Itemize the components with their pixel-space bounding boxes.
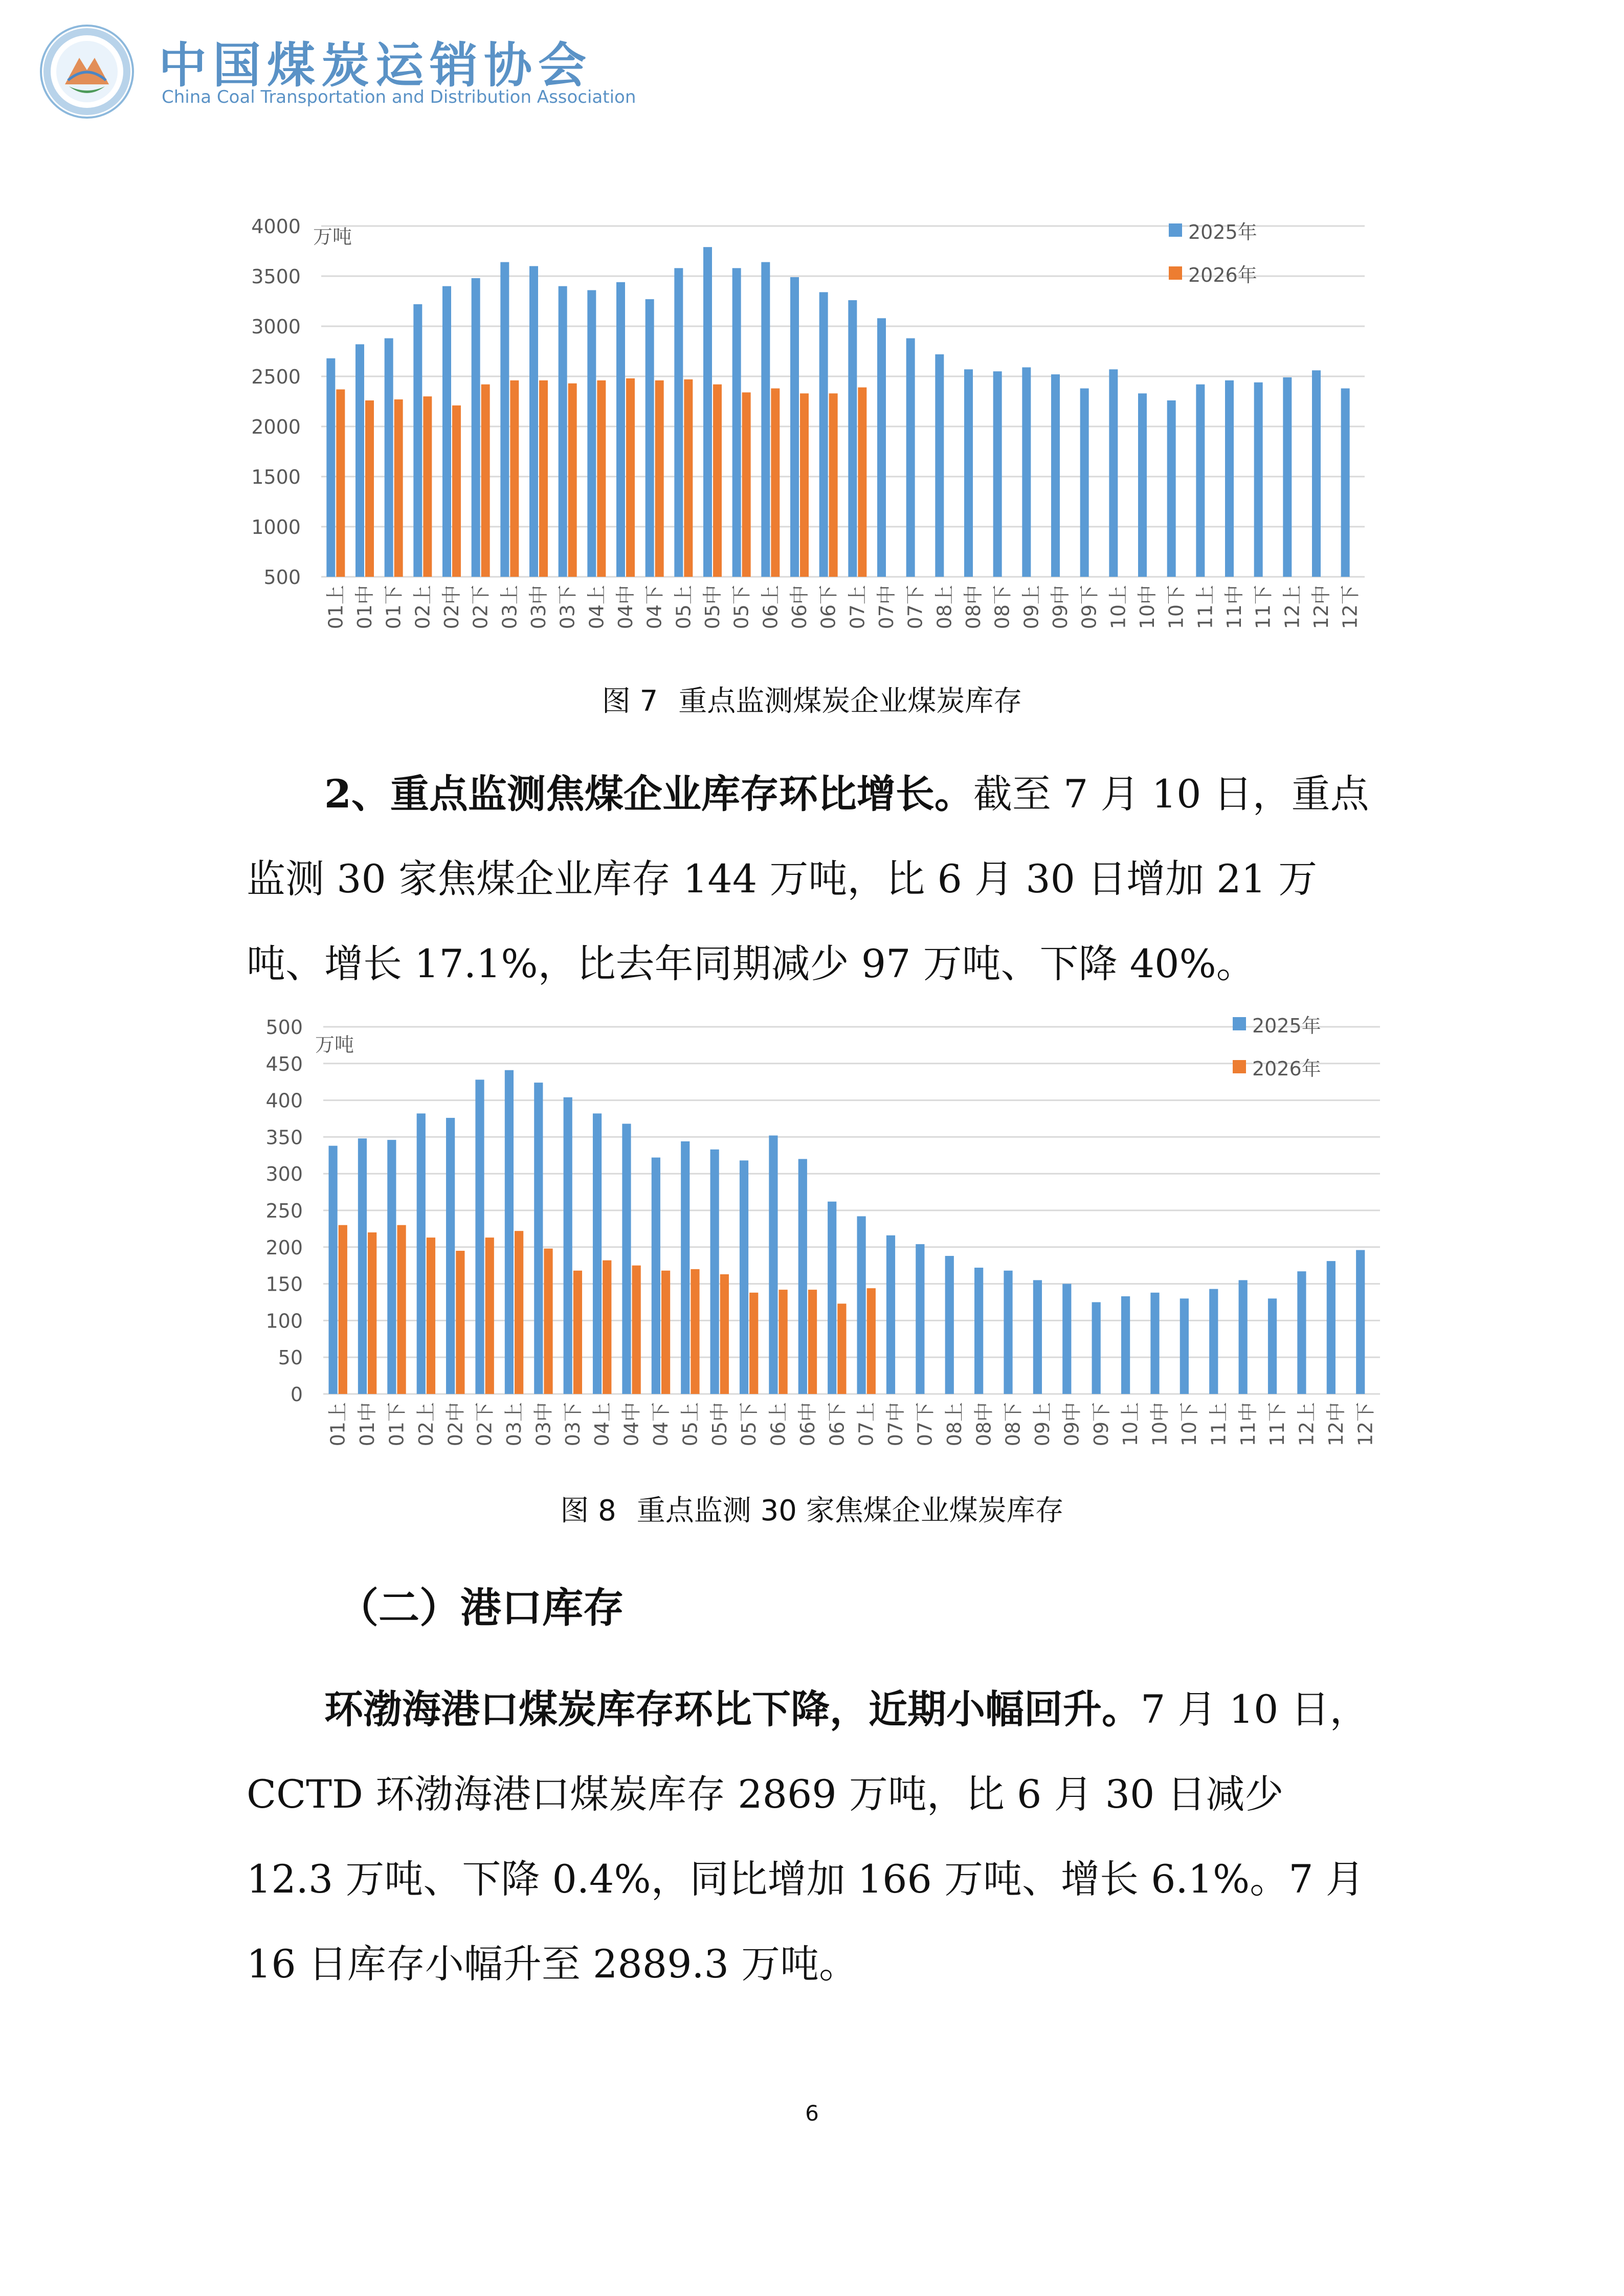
legend-swatch-2026 <box>1233 1060 1246 1073</box>
x-tick-label: 12上 <box>1281 585 1304 629</box>
bar-2026-07上 <box>858 388 866 577</box>
bar-2026-05中 <box>720 1274 729 1394</box>
y-tick-label: 2500 <box>251 366 301 388</box>
x-tick-label: 05上 <box>672 585 695 629</box>
bar-2025-11上 <box>1196 385 1205 577</box>
paragraph-port-lead: 环渤海港口煤炭库存环比下降，近期小幅回升。 <box>324 1686 1141 1732</box>
section-heading-port-inventory: （二）港口库存 <box>338 1584 624 1632</box>
paragraph-coking-body: 截至 7 月 10 日，重点监测 30 家焦煤企业库存 144 万吨，比 6 月 30 日增加 21 万吨、增长 17.1%，比去年同期减少 97 万吨、下降 40%。 <box>247 771 1369 986</box>
x-tick-label: 11下 <box>1252 585 1275 629</box>
x-tick-label: 04中 <box>620 1402 643 1447</box>
bar-2025-03上 <box>500 262 509 577</box>
bar-2026-07上 <box>867 1288 876 1394</box>
x-tick-label: 01下 <box>382 585 405 629</box>
x-tick-label: 10下 <box>1177 1402 1200 1447</box>
bar-2025-05上 <box>674 268 683 577</box>
bar-2025-05下 <box>732 268 741 577</box>
chart-2-legend <box>1233 1002 1321 1088</box>
bar-2025-08下 <box>993 371 1002 577</box>
bar-2026-01中 <box>365 400 374 577</box>
x-tick-label: 11中 <box>1236 1402 1259 1447</box>
bar-2025-06下 <box>828 1202 836 1394</box>
figure-8-title: 重点监测 30 家焦煤企业煤炭库存 <box>636 1494 1064 1527</box>
legend-swatch-2025 <box>1169 223 1182 237</box>
bar-2025-02中 <box>446 1118 455 1394</box>
paragraph-coking-coal-inventory <box>247 752 1381 1006</box>
bar-2026-06上 <box>771 389 780 577</box>
y-tick-label: 400 <box>265 1089 303 1112</box>
bar-2026-02上 <box>423 396 432 577</box>
x-tick-label: 02上 <box>411 585 434 629</box>
bar-2025-10下 <box>1167 400 1176 577</box>
bar-2025-04中 <box>622 1124 631 1394</box>
x-tick-label: 03中 <box>532 1402 555 1447</box>
bar-2025-05下 <box>740 1160 748 1394</box>
x-tick-label: 06中 <box>788 585 811 629</box>
x-tick-label: 12下 <box>1354 1402 1377 1447</box>
bar-2026-01下 <box>397 1225 406 1394</box>
bar-2025-01上 <box>328 1146 337 1394</box>
bar-2025-11中 <box>1225 380 1234 577</box>
chart-coking-coal-inventory <box>0 1002 1624 1462</box>
legend-label-2026: 2026年 <box>1252 1057 1321 1080</box>
y-tick-label: 300 <box>265 1163 303 1186</box>
x-tick-label: 09中 <box>1060 1402 1083 1447</box>
x-tick-label: 04下 <box>649 1402 672 1447</box>
bar-2026-03下 <box>568 384 577 577</box>
bar-2025-10上 <box>1121 1296 1130 1394</box>
bar-2025-08中 <box>974 1268 983 1394</box>
bar-2026-01上 <box>336 389 345 577</box>
bar-2025-10上 <box>1109 369 1118 577</box>
bar-2026-03上 <box>515 1231 523 1394</box>
y-tick-label: 0 <box>290 1383 303 1406</box>
legend-swatch-2025 <box>1233 1017 1246 1030</box>
y-tick-label: 1500 <box>251 466 301 488</box>
x-tick-label: 08下 <box>1002 1402 1025 1447</box>
organization-name-english: China Coal Transportation and Distribution Association <box>162 87 636 107</box>
bar-2025-02上 <box>417 1113 426 1394</box>
bar-2026-05中 <box>713 385 722 577</box>
x-tick-label: 12下 <box>1339 585 1362 629</box>
bar-2025-07上 <box>857 1216 865 1394</box>
x-tick-label: 09下 <box>1089 1402 1113 1447</box>
x-tick-label: 04上 <box>591 1402 614 1447</box>
x-tick-label: 02下 <box>469 585 492 629</box>
bar-2025-03中 <box>529 266 538 577</box>
bar-2026-03下 <box>573 1271 582 1394</box>
bar-2026-02中 <box>456 1251 464 1394</box>
bar-2025-10中 <box>1138 393 1147 577</box>
bar-2025-03中 <box>534 1083 543 1394</box>
x-tick-label: 06中 <box>796 1402 819 1447</box>
bar-2025-07上 <box>848 300 857 577</box>
y-tick-label: 200 <box>265 1236 303 1259</box>
x-tick-label: 04中 <box>614 585 637 629</box>
x-tick-label: 01中 <box>356 1402 379 1447</box>
bar-2026-03上 <box>510 380 519 577</box>
bar-2025-05中 <box>710 1150 719 1394</box>
bar-2025-09下 <box>1080 389 1089 577</box>
x-tick-label: 10上 <box>1119 1402 1142 1447</box>
bar-2025-08上 <box>935 354 944 577</box>
y-tick-label: 500 <box>265 1016 303 1039</box>
y-tick-label: 4000 <box>251 215 301 238</box>
x-tick-label: 05中 <box>708 1402 731 1447</box>
bar-2026-05上 <box>691 1269 699 1394</box>
bar-2026-01中 <box>368 1232 376 1394</box>
y-tick-label: 50 <box>278 1346 303 1369</box>
chart-1-unit-label: 万吨 <box>313 226 352 248</box>
bar-2025-08下 <box>1004 1271 1012 1394</box>
legend-item-2026 <box>1169 252 1257 295</box>
x-tick-label: 12中 <box>1324 1402 1347 1447</box>
paragraph-port-body: 7 月 10 日，CCTD 环渤海港口煤炭库存 2869 万吨，比 6 月 30 日减少 12.3 万吨、下降 0.4%，同比增加 166 万吨、增长 6.1%。7 月 16 日库存小幅升至 2889.3 万吨。 <box>247 1686 1369 1987</box>
x-tick-label: 10中 <box>1136 585 1159 629</box>
bar-2025-09中 <box>1051 374 1060 577</box>
bar-2026-03中 <box>539 380 548 577</box>
bar-2026-01下 <box>394 399 403 577</box>
bar-2025-12上 <box>1297 1271 1306 1394</box>
figure-7-title: 重点监测煤炭企业煤炭库存 <box>678 685 1022 718</box>
x-tick-label: 05下 <box>730 585 753 629</box>
legend-label-2026: 2026年 <box>1188 263 1257 286</box>
bar-2025-06上 <box>769 1136 777 1394</box>
bar-2026-05上 <box>684 379 693 577</box>
bar-2025-12下 <box>1341 389 1350 577</box>
x-tick-label: 03上 <box>498 585 521 629</box>
x-tick-label: 06下 <box>817 585 840 629</box>
bar-2025-11下 <box>1268 1298 1277 1394</box>
bar-2025-02下 <box>472 278 480 577</box>
x-tick-label: 05中 <box>701 585 724 629</box>
legend-label-2025: 2025年 <box>1252 1014 1321 1037</box>
bar-2025-02中 <box>442 286 451 577</box>
x-tick-label: 11下 <box>1266 1402 1289 1447</box>
bar-2025-08上 <box>945 1256 954 1394</box>
x-tick-label: 02上 <box>414 1402 437 1447</box>
x-tick-label: 02中 <box>440 585 463 629</box>
bar-2025-02下 <box>475 1079 484 1394</box>
legend-swatch-2026 <box>1169 266 1182 280</box>
chart-1-legend <box>1169 209 1257 295</box>
x-tick-label: 07下 <box>914 1402 937 1447</box>
bar-2026-03中 <box>544 1249 552 1394</box>
bar-2026-04下 <box>661 1271 670 1394</box>
bar-2025-01中 <box>355 344 364 577</box>
bar-2025-11下 <box>1254 382 1263 577</box>
bar-2025-11上 <box>1209 1289 1218 1394</box>
bar-2026-05下 <box>749 1293 758 1394</box>
bar-2025-05中 <box>703 247 712 577</box>
bar-2026-02中 <box>452 406 461 577</box>
bar-2025-12上 <box>1283 377 1292 577</box>
bar-2026-05下 <box>742 392 751 577</box>
x-tick-label: 05下 <box>738 1402 761 1447</box>
x-tick-label: 11中 <box>1223 585 1245 629</box>
bar-2026-04下 <box>655 380 664 577</box>
chart-2-unit-label: 万吨 <box>315 1033 354 1056</box>
bar-2026-04中 <box>626 378 635 577</box>
figure-8-label: 图 8 <box>560 1494 616 1527</box>
chart-coal-enterprise-inventory <box>0 194 1624 670</box>
x-tick-label: 03中 <box>527 585 550 629</box>
bar-2025-04上 <box>593 1113 602 1394</box>
x-tick-label: 09上 <box>1020 585 1043 629</box>
x-tick-label: 08中 <box>972 1402 995 1447</box>
bar-2026-02下 <box>485 1237 494 1394</box>
y-tick-label: 250 <box>265 1200 303 1222</box>
x-tick-label: 03下 <box>561 1402 584 1447</box>
x-tick-label: 01下 <box>385 1402 408 1447</box>
bar-2025-06下 <box>819 292 828 577</box>
bar-2025-04下 <box>652 1158 660 1394</box>
page-number: 6 <box>805 2101 819 2126</box>
bar-2025-07中 <box>877 318 886 577</box>
bar-2025-06上 <box>761 262 770 577</box>
bar-2025-12中 <box>1312 370 1321 577</box>
y-tick-label: 500 <box>263 566 301 589</box>
x-tick-label: 05上 <box>679 1402 702 1447</box>
y-tick-label: 350 <box>265 1126 303 1149</box>
x-tick-label: 11上 <box>1207 1402 1230 1447</box>
bar-2026-04上 <box>603 1260 611 1394</box>
x-tick-label: 09中 <box>1049 585 1072 629</box>
bar-2025-01下 <box>385 339 393 577</box>
bar-2026-06下 <box>829 393 838 577</box>
y-tick-label: 450 <box>265 1052 303 1075</box>
y-tick-label: 3500 <box>251 265 301 288</box>
x-tick-label: 12上 <box>1295 1402 1318 1447</box>
x-tick-label: 07上 <box>846 585 869 629</box>
x-tick-label: 02下 <box>473 1402 496 1447</box>
bar-2025-09下 <box>1092 1302 1101 1394</box>
x-tick-label: 07中 <box>875 585 898 629</box>
y-tick-label: 100 <box>265 1310 303 1333</box>
bar-2026-04上 <box>597 380 606 577</box>
figure-8-caption <box>0 1488 1624 1529</box>
x-tick-label: 08下 <box>991 585 1014 629</box>
bar-2026-01上 <box>339 1225 347 1394</box>
x-tick-label: 06上 <box>759 585 782 629</box>
x-tick-label: 08中 <box>962 585 985 629</box>
bar-2025-04上 <box>587 290 596 577</box>
bar-2025-11中 <box>1239 1280 1248 1394</box>
bar-2025-04中 <box>616 282 625 577</box>
bar-2025-07下 <box>906 339 915 577</box>
x-tick-label: 08上 <box>943 1402 966 1447</box>
bar-2025-12下 <box>1356 1250 1365 1394</box>
bar-2026-06中 <box>800 393 809 577</box>
x-tick-label: 06上 <box>767 1402 790 1447</box>
paragraph-port-inventory <box>247 1667 1381 2007</box>
x-tick-label: 11上 <box>1194 585 1217 629</box>
bar-2026-06上 <box>779 1290 788 1394</box>
bar-2025-07中 <box>886 1235 895 1394</box>
bar-2026-06下 <box>837 1303 846 1394</box>
x-tick-label: 01上 <box>326 1402 349 1447</box>
bar-2025-10下 <box>1180 1298 1189 1394</box>
paragraph-coking-lead: 2、重点监测焦煤企业库存环比增长。 <box>324 771 973 817</box>
bar-2026-02上 <box>427 1237 435 1394</box>
x-tick-label: 10上 <box>1107 585 1130 629</box>
x-tick-label: 12中 <box>1310 585 1332 629</box>
x-tick-label: 10中 <box>1148 1402 1171 1447</box>
figure-7-caption <box>0 679 1624 719</box>
chart-1-plot <box>0 194 1624 670</box>
bar-2025-09上 <box>1033 1280 1042 1394</box>
x-tick-label: 08上 <box>933 585 956 629</box>
legend-item-2025 <box>1233 1002 1321 1045</box>
x-tick-label: 07上 <box>855 1402 878 1447</box>
x-tick-label: 03上 <box>503 1402 526 1447</box>
x-tick-label: 04下 <box>643 585 666 629</box>
legend-item-2026 <box>1233 1045 1321 1088</box>
bar-2025-02上 <box>413 304 422 577</box>
x-tick-label: 01上 <box>324 585 347 629</box>
bar-2026-06中 <box>808 1290 817 1394</box>
bar-2025-03上 <box>505 1070 514 1394</box>
x-tick-label: 07下 <box>904 585 927 629</box>
x-tick-label: 03下 <box>556 585 579 629</box>
y-tick-label: 150 <box>265 1273 303 1296</box>
bar-2026-02下 <box>481 385 490 577</box>
x-tick-label: 10下 <box>1165 585 1188 629</box>
coal-association-emblem-icon <box>38 23 136 120</box>
organization-name: 中国煤炭运销协会 <box>159 38 593 94</box>
chart-2-plot <box>0 1002 1624 1462</box>
bar-2025-03下 <box>559 286 567 577</box>
bar-2025-07下 <box>916 1244 924 1394</box>
x-tick-label: 07中 <box>884 1402 907 1447</box>
bar-2025-09上 <box>1022 367 1031 577</box>
y-tick-label: 3000 <box>251 316 301 338</box>
bar-2025-01中 <box>358 1138 367 1394</box>
bar-2025-12中 <box>1327 1261 1336 1394</box>
bar-2025-03下 <box>564 1097 572 1394</box>
x-tick-label: 09上 <box>1031 1402 1054 1447</box>
bar-2026-04中 <box>632 1266 641 1394</box>
x-tick-label: 02中 <box>444 1402 467 1447</box>
bar-2025-08中 <box>964 369 973 577</box>
bar-2025-01上 <box>326 358 335 577</box>
bar-2025-06中 <box>790 277 799 577</box>
x-tick-label: 06下 <box>826 1402 849 1447</box>
figure-7-label: 图 7 <box>602 685 658 718</box>
bar-2025-04下 <box>646 299 654 577</box>
x-tick-label: 09下 <box>1078 585 1101 629</box>
bar-2025-01下 <box>387 1140 396 1394</box>
x-tick-label: 04上 <box>585 585 608 629</box>
legend-item-2025 <box>1169 209 1257 252</box>
bar-2025-05上 <box>681 1141 689 1394</box>
x-tick-label: 01中 <box>353 585 376 629</box>
y-tick-label: 2000 <box>251 416 301 438</box>
y-tick-label: 1000 <box>251 516 301 538</box>
bar-2025-10中 <box>1150 1293 1159 1394</box>
bar-2025-06中 <box>798 1159 807 1394</box>
legend-label-2025: 2025年 <box>1188 220 1257 243</box>
bar-2025-09中 <box>1062 1284 1071 1394</box>
